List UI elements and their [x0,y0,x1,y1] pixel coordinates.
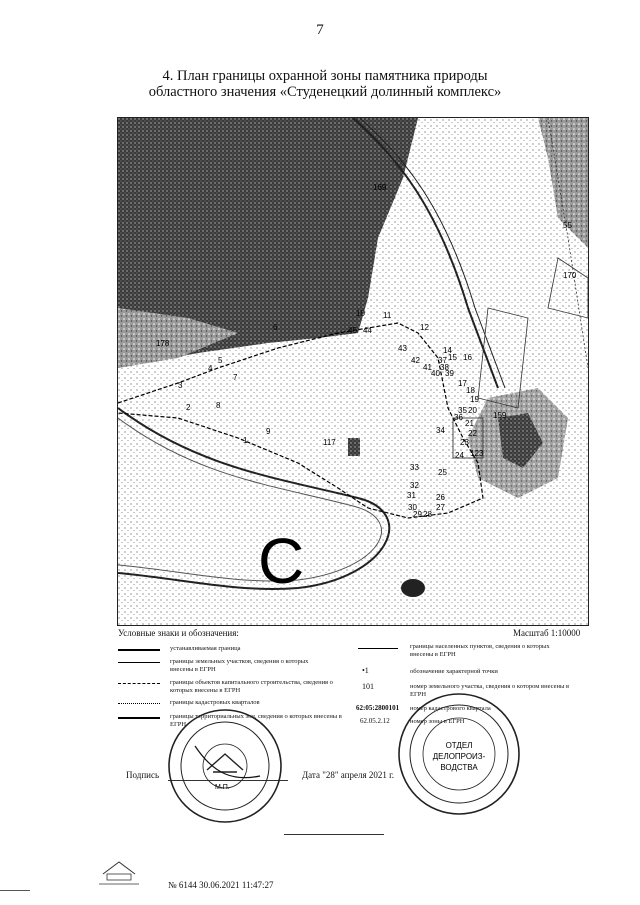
map-point-label: 12 [420,323,429,332]
map-point-label: 7 [233,373,238,382]
map-point-label: 44 [363,326,372,335]
legend-text: обозначение характерной точки [410,668,498,675]
map-scale: Масштаб 1:10000 [513,628,581,638]
engineer-seal [165,706,285,826]
map-point-label: 10 [356,309,365,318]
structure [348,438,360,456]
map-point-label: 159 [493,411,507,420]
map-point-label: 21 [465,419,474,428]
map-point-label: 9 [266,427,271,436]
legend-title: Условные знаки и обозначения: [118,628,239,638]
map-point-label: 3 [178,381,183,390]
map-point-label: 22 [468,429,477,438]
map-point-label: 19 [470,395,479,404]
legend-text: границы территориальных зон, сведения о которых внесены в ЕГРН [170,713,342,728]
map-point-label: 8 [216,401,221,410]
legend-line-quarters [118,703,160,704]
map-point-label: 32 [410,481,419,490]
legend-line-established [118,649,160,651]
legend-symbol: 62.05.2.12 [360,717,390,725]
footer-left-rule [0,890,30,891]
legend-text: номер кадастрового квартала [410,705,491,712]
map-point-label: 27 [436,503,445,512]
map-point-label: 38 [440,363,449,372]
map-point-label: 5 [218,356,223,365]
seal-mp-label: М.П. [215,784,230,791]
legend-text: номер земельного участка, сведения о котором внесены в ЕГРН [410,683,570,698]
map-point-label: 11 [383,311,392,320]
map-point-label: 6 [273,323,278,332]
legend-line-parcels [118,662,160,663]
map-point-label: 31 [407,491,416,500]
title-line-1: 4. План границы охранной зоны памятника природы [162,68,488,84]
map-point-label: 41 [423,363,432,372]
map-point-label: 14 [443,346,452,355]
map-point-label: 55 [563,221,572,230]
map-large-letter: C [258,525,305,597]
map-point-label: 18 [466,386,475,395]
organization-seal [395,690,523,818]
legend-text: номер зоны в ЕГРН [410,718,465,725]
legend-text: границы населенных пунктов, сведения о которых внесены в ЕГРН [410,643,550,658]
legend-line-settlements [358,648,398,649]
legend-symbol: 101 [362,682,374,691]
engineer-seal-graphic [165,706,285,826]
map-point-label: 20 [468,406,477,415]
pond [401,579,425,597]
map-point-label: 43 [398,344,407,353]
map-point-label: 37 [438,356,447,365]
page-number: 7 [316,22,324,38]
legend-text: границы объектов капитального строительства, сведения о которых внесены в ЕГРН [170,679,333,694]
map-canvas [118,118,588,625]
map-point-label: 35 [458,406,467,415]
registration-stamp [168,880,274,890]
legend-line-buildings [118,683,160,684]
map-point-label: 1 [243,436,248,445]
legend-text: границы кадастровых кварталов [170,699,260,706]
legend-text: устанавливаемая граница [170,645,241,652]
map-point-label: 2 [186,403,191,412]
legend-line-zones [118,717,160,719]
boundary-map [117,117,589,626]
signature-date: Дата "28" апреля 2021 г. [302,770,395,780]
map-point-label: 123 [470,449,484,458]
map-point-label: 16 [463,353,472,362]
map-point-label: 23 [460,438,469,447]
map-point-label: 25 [438,468,447,477]
map-point-label: 15 [448,353,457,362]
footer-separator [284,834,384,835]
map-point-label: 34 [436,426,445,435]
signature-label: Подпись [126,770,160,780]
map-point-label: 42 [411,356,420,365]
registry-logo-graphic [97,856,141,886]
map-point-label: 39 [445,369,454,378]
map-point-label: 40 [431,369,440,378]
map-point-label: 28 [423,510,432,519]
map-point-label: 170 [563,271,577,280]
title-line-2: областного значения «Студенецкий долинный комплекс» [148,84,502,100]
seal-line-1: ОТДЕЛ [445,741,473,750]
map-point-label: 33 [410,463,419,472]
map-point-label: 26 [436,493,445,502]
map-point-label: 45 [348,326,357,335]
map-point-label: 29 [413,510,422,519]
organization-seal-graphic [395,690,523,818]
legend-symbol: •1 [362,666,369,675]
legend-symbol: 62:05:2800101 [356,704,400,712]
registration-number: № 6144 30.06.2021 11:47:27 [168,880,274,890]
map-point-label: 117 [323,438,336,447]
map-point-label: 24 [455,451,464,460]
map-point-label: 178 [156,339,170,348]
legend-text: границы земельных участков, сведения о которых внесены в ЕГРН [170,658,309,673]
map-point-label: 17 [458,379,467,388]
map-point-label: 4 [208,364,213,373]
document-title [110,68,540,100]
seal-line-2: ДЕЛОПРОИЗ- [432,752,486,761]
registry-logo [97,856,141,886]
map-point-label: 36 [454,413,463,422]
map-point-label: 169 [373,183,387,192]
seal-line-3: ВОДСТВА [440,763,478,772]
map-point-label: 30 [408,503,417,512]
